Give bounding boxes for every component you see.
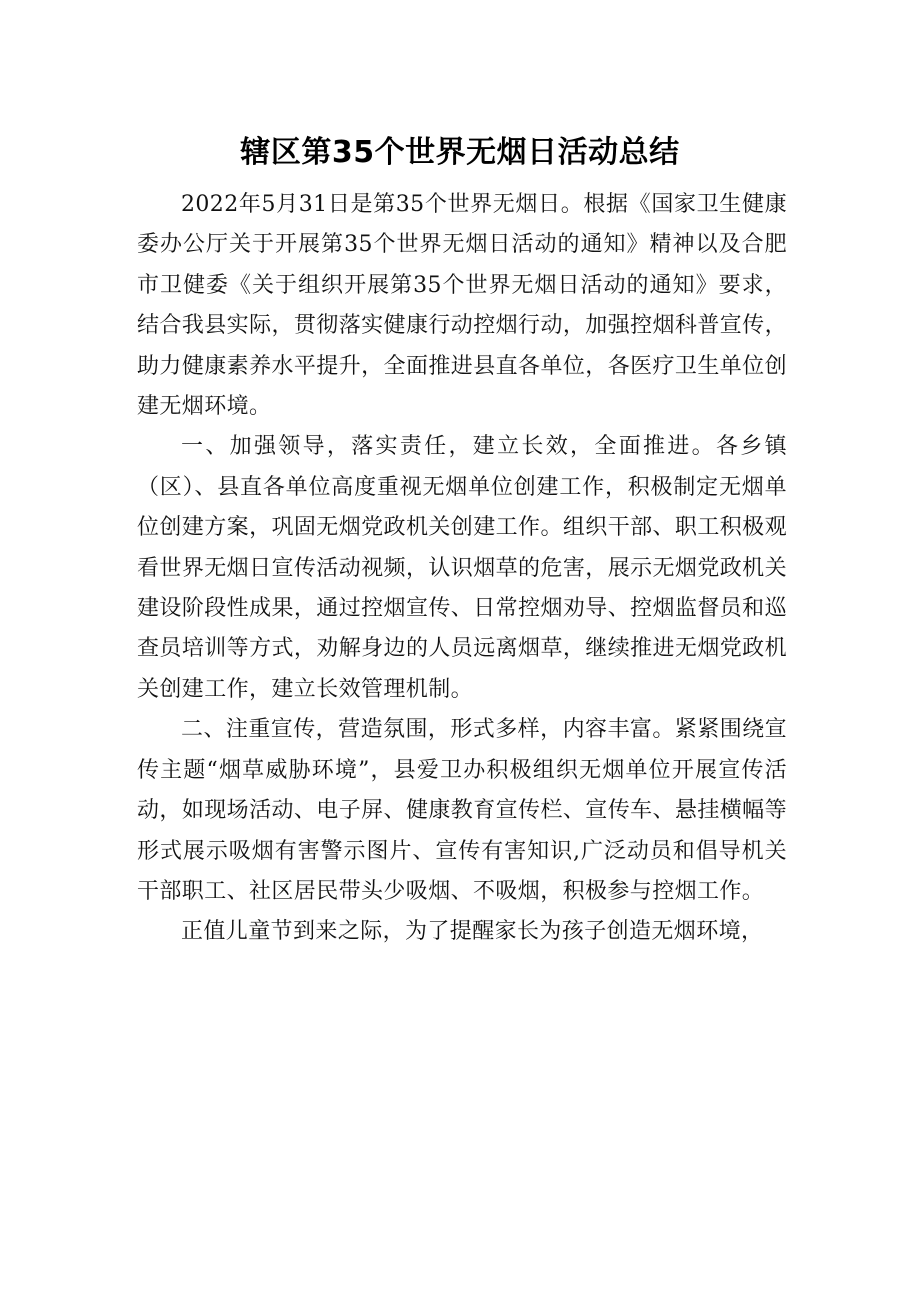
document-body bbox=[137, 185, 787, 953]
paragraph-childrens-day: 正值儿童节到来之际，为了提醒家长为孩子创造无烟环境， bbox=[181, 919, 764, 945]
document-title: 辖区第35个世界无烟日活动总结 bbox=[240, 135, 680, 170]
paragraph-intro: 2022年5月31日是第35个世界无烟日。根据《国家卫生健康委办公厅关于开展第35个世界无烟日活动的通知》精神以及合肥市卫健委《关于组织开展第35个世界无烟日活动的通知》要求，结合我县实际，贯彻落实健康行动控烟行动，加强控烟科普宣传，助力健康素养水平提升，全面推进县直各单位，各医疗卫生单位创建无烟环境。 bbox=[137, 192, 787, 420]
paragraph-section-2: 二、注重宣传，营造氛围，形式多样，内容丰富。紧紧围绕宣传主题“烟草威胁环境”，县爱卫办积极组织无烟单位开展宣传活动，如现场活动、电子屏、健康教育宣传栏、宣传车、悬挂横幅等形式展示吸烟有害警示图片、宣传有害知识,广泛动员和倡导机关干部职工、社区居民带头少吸烟、不吸烟，积极参与控烟工作。 bbox=[137, 717, 787, 904]
paragraph-section-1: 一、加强领导，落实责任，建立长效，全面推进。各乡镇（区）、县直各单位高度重视无烟单位创建工作，积极制定无烟单位创建方案，巩固无烟党政机关创建工作。组织干部、职工积极观看世界无烟日宣传活动视频，认识烟草的危害，展示无烟党政机关建设阶段性成果，通过控烟宣传、日常控烟劝导、控烟监督员和巡查员培训等方式，劝解身边的人员远离烟草，继续推进无烟党政机关创建工作，建立长效管理机制。 bbox=[137, 434, 787, 702]
